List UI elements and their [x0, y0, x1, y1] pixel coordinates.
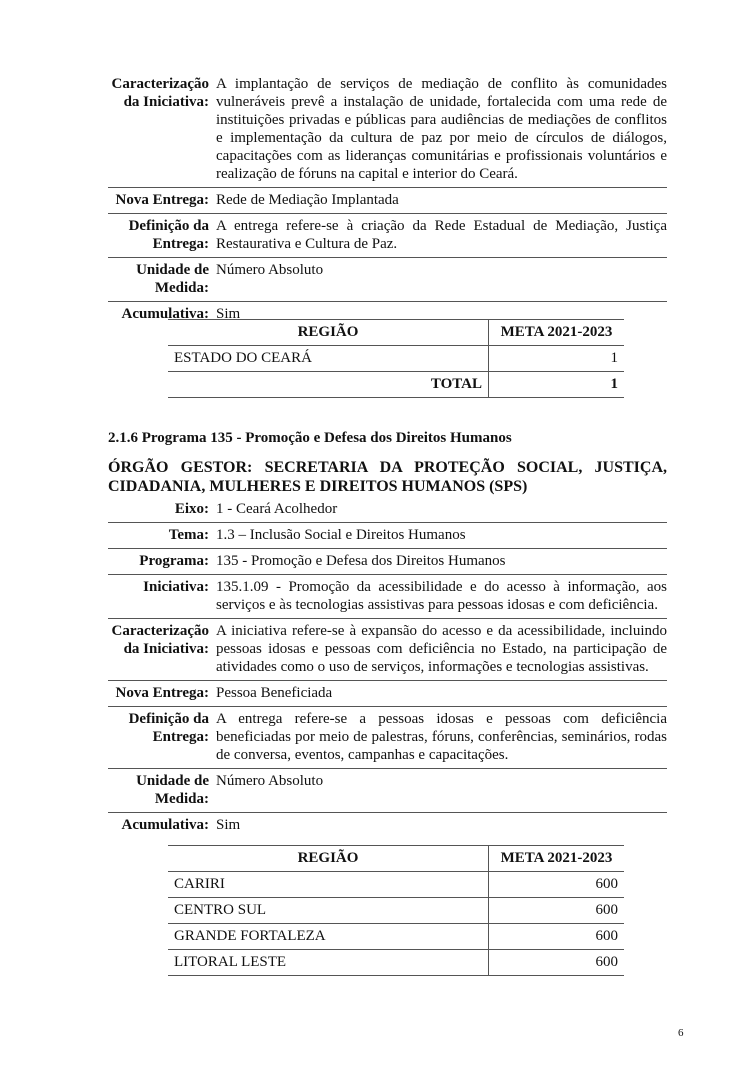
orgao-line-1: ÓRGÃO GESTOR: SECRETARIA DA PROTEÇÃO SOCIAL, JUSTIÇA, — [108, 459, 667, 476]
region-cell: GRANDE FORTALEZA — [168, 924, 489, 950]
meta-cell: 1 — [489, 346, 625, 372]
info-value: Sim — [216, 817, 241, 833]
info-label: Caracterização da Iniciativa: — [108, 72, 216, 188]
info-row — [108, 575, 667, 619]
info-label: Acumulativa: — [121, 306, 209, 322]
page-number: 6 — [678, 1027, 684, 1039]
region-cell: CENTRO SUL — [168, 898, 489, 924]
info-label: Nova Entrega: — [108, 188, 216, 214]
info-label: Tema: — [108, 523, 216, 549]
meta-cell: 600 — [489, 950, 625, 976]
region-cell: LITORAL LESTE — [168, 950, 489, 976]
info-row — [108, 619, 667, 681]
info-value: A entrega refere-se à criação da Rede Estadual de Mediação, Justiça Restaurativa e Cultura de Paz. — [216, 214, 667, 258]
meta-table-1 — [168, 319, 624, 398]
info-value: Sim — [216, 306, 241, 322]
meta-header-row — [168, 846, 624, 872]
initiative-info-table-2 — [108, 497, 667, 838]
info-row — [108, 188, 667, 214]
info-label: Acumulativa: — [121, 817, 209, 833]
info-label: Definição da Entrega: — [108, 214, 216, 258]
info-label: Unidade de Medida: — [108, 769, 216, 813]
info-row — [108, 549, 667, 575]
info-value: A iniciativa refere-se à expansão do acesso e da acessibilidade, incluindo pessoas idosas e pessoas com deficiência no Estado, na participação de atividades como o uso de serviços, informações e tecnologias assistivas. — [216, 619, 667, 681]
info-row — [108, 214, 667, 258]
orgao-line-2: CIDADANIA, MULHERES E DIREITOS HUMANOS (SPS) — [108, 478, 528, 495]
info-value: A implantação de serviços de mediação de conflito às comunidades vulneráveis prevê a instalação de unidade, fortalecida com uma rede de instituições privadas e públicas para audiências de mediações de conflitos e implementação da cultura de paz por meio de círculos de diálogos, capacitações com as lideranças comunitárias e profissionais voluntários e realização de fóruns na capital e interior do Ceará. — [216, 72, 667, 188]
region-cell: CARIRI — [168, 872, 489, 898]
meta-row — [168, 898, 624, 924]
region-header: REGIÃO — [168, 320, 489, 346]
info-value: Número Absoluto — [216, 258, 667, 302]
meta-header: META 2021-2023 — [489, 846, 625, 872]
info-value: 135 - Promoção e Defesa dos Direitos Humanos — [216, 549, 667, 575]
total-label: TOTAL — [168, 372, 489, 398]
info-row — [108, 497, 667, 523]
section-heading: 2.1.6 Programa 135 - Promoção e Defesa dos Direitos Humanos — [108, 430, 512, 446]
meta-cell: 600 — [489, 898, 625, 924]
info-label: Unidade de Medida: — [108, 258, 216, 302]
orgao-gestor-heading — [108, 458, 667, 496]
meta-cell: 600 — [489, 924, 625, 950]
total-row — [168, 372, 624, 398]
info-row — [108, 258, 667, 302]
info-label: Iniciativa: — [108, 575, 216, 619]
info-label: Definição da Entrega: — [108, 707, 216, 769]
meta-header: META 2021-2023 — [489, 320, 625, 346]
info-value: Rede de Mediação Implantada — [216, 188, 667, 214]
info-row — [108, 523, 667, 549]
info-label: Programa: — [108, 549, 216, 575]
meta-table-2 — [168, 845, 624, 976]
meta-row — [168, 346, 624, 372]
info-value: 1.3 – Inclusão Social e Direitos Humanos — [216, 523, 667, 549]
info-value: 1 - Ceará Acolhedor — [216, 497, 667, 523]
info-label: Eixo: — [108, 497, 216, 523]
initiative-info-table-1 — [108, 72, 667, 327]
info-label: Nova Entrega: — [108, 681, 216, 707]
region-cell: ESTADO DO CEARÁ — [168, 346, 489, 372]
meta-row — [168, 924, 624, 950]
info-row — [108, 681, 667, 707]
info-row — [108, 813, 667, 839]
info-label: Caracterização da Iniciativa: — [108, 619, 216, 681]
meta-row — [168, 872, 624, 898]
info-row — [108, 769, 667, 813]
info-value: A entrega refere-se a pessoas idosas e pessoas com deficiência beneficiadas por meio de palestras, fóruns, conferências, seminários, rodas de conversa, eventos, campanhas e capacitações. — [216, 707, 667, 769]
meta-header-row — [168, 320, 624, 346]
meta-cell: 600 — [489, 872, 625, 898]
info-value: Pessoa Beneficiada — [216, 681, 667, 707]
info-row — [108, 707, 667, 769]
region-header: REGIÃO — [168, 846, 489, 872]
info-value: 135.1.09 - Promoção da acessibilidade e do acesso à informação, aos serviços e às tecnologias assistivas para pessoas idosas e com deficiência. — [216, 575, 667, 619]
total-value: 1 — [489, 372, 625, 398]
info-value: Número Absoluto — [216, 769, 667, 813]
meta-row — [168, 950, 624, 976]
info-row — [108, 72, 667, 188]
